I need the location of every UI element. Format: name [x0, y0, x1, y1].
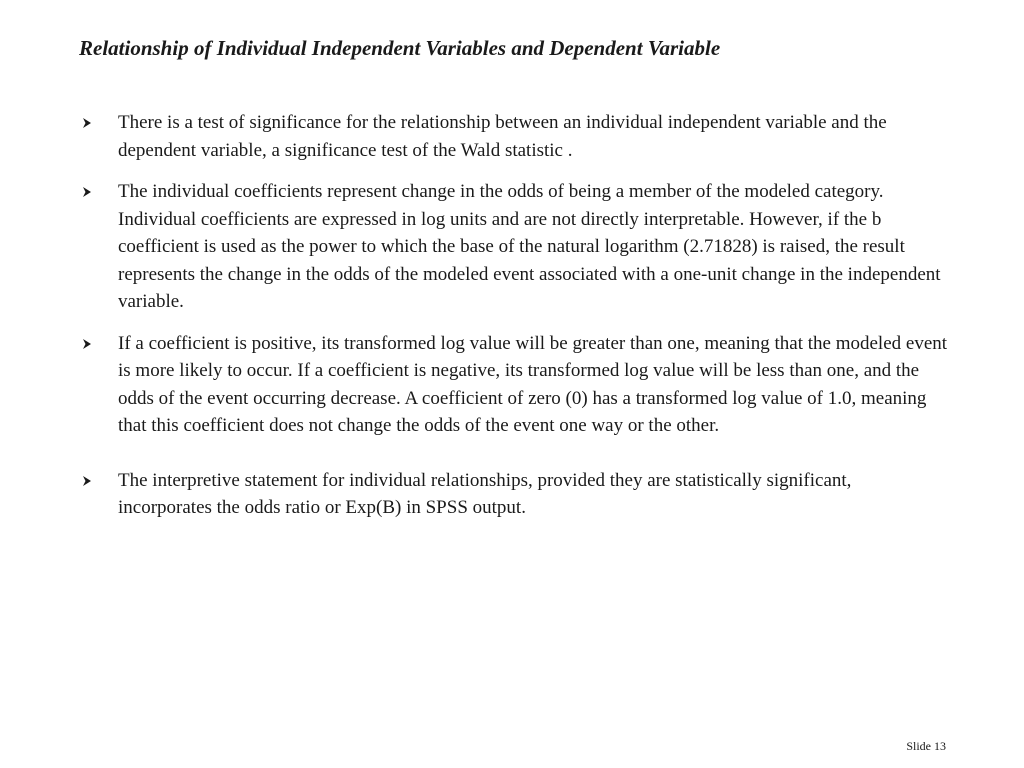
bullet-item	[79, 109, 949, 164]
bullet-text: The individual coefficients represent change in the odds of being a member of the modeled category. Individual coefficients are expressed in log units and are not directly interpretable. However, if the b coefficient is used as the power to which the base of the natural logarithm (2.71828) is raised, the result represents the change in the odds of the modeled event associated with a one-unit change in the independent variable.	[118, 181, 941, 312]
arrowhead-bullet-icon	[82, 117, 92, 129]
bullet-item	[79, 178, 949, 316]
bullet-list	[79, 109, 949, 522]
bullet-text: The interpretive statement for individual relationships, provided they are statistically significant, incorporates the odds ratio or Exp(B) in SPSS output.	[118, 469, 852, 518]
arrowhead-bullet-icon	[82, 186, 92, 198]
arrowhead-bullet-icon	[82, 338, 92, 350]
slide-title: Relationship of Individual Independent Variables and Dependent Variable	[79, 36, 721, 60]
bullet-item	[79, 330, 949, 440]
arrowhead-bullet-icon	[82, 475, 92, 487]
slide-number: Slide 13	[906, 739, 946, 753]
bullet-text: If a coefficient is positive, its transformed log value will be greater than one, meaning that the modeled event is more likely to occur. If a coefficient is negative, its transformed log value will be less than one, and the odds of the event occurring decrease. A coefficient of zero (0) has a transformed log value of 1.0, meaning that this coefficient does not change the odds of the event one way or the other.	[118, 332, 948, 436]
bullet-text: There is a test of significance for the relationship between an individual independent variable and the dependent variable, a significance test of the Wald statistic .	[118, 112, 887, 161]
bullet-item	[79, 467, 949, 522]
